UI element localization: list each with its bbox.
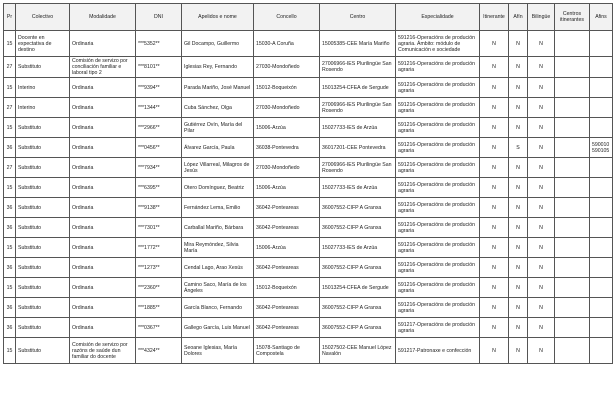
cell-concello: 36042-Ponteareas <box>254 258 320 278</box>
cell-centros-itinerantes <box>555 98 590 118</box>
cell-apelidos: Cuba Sánchez, Olga <box>182 98 254 118</box>
cell-bilingue: N <box>528 298 555 318</box>
header-modalidade: Modalidade <box>70 4 136 31</box>
cell-dni: ***1273** <box>136 258 182 278</box>
cell-pr: 15 <box>4 278 16 298</box>
cell-itinerante: N <box>480 31 509 57</box>
cell-afin: S <box>509 138 528 158</box>
table-row <box>4 298 613 318</box>
header-afins: Afins <box>590 4 613 31</box>
table-header-row <box>4 4 613 31</box>
cell-colectivo: Substituto <box>16 138 70 158</box>
cell-modalidade: Ordinaria <box>70 78 136 98</box>
cell-apelidos: García Blanco, Fernando <box>182 298 254 318</box>
cell-modalidade: Ordinaria <box>70 118 136 138</box>
cell-modalidade: Ordinaria <box>70 158 136 178</box>
cell-afin: N <box>509 338 528 364</box>
cell-centros-itinerantes <box>555 318 590 338</box>
cell-modalidade: Ordinaria <box>70 98 136 118</box>
cell-apelidos: Cendal Lago, Arao Xesús <box>182 258 254 278</box>
cell-pr: 36 <box>4 138 16 158</box>
cell-colectivo: Substituto <box>16 218 70 238</box>
cell-pr: 36 <box>4 318 16 338</box>
table-row <box>4 218 613 238</box>
cell-pr: 15 <box>4 338 16 364</box>
cell-bilingue: N <box>528 198 555 218</box>
cell-afins <box>590 338 613 364</box>
cell-colectivo: Substituto <box>16 158 70 178</box>
cell-modalidade: Ordinaria <box>70 31 136 57</box>
cell-pr: 15 <box>4 238 16 258</box>
header-especialidade: Especialidade <box>396 4 480 31</box>
cell-modalidade: Comisión de servizo por conciliación familiar e laboral tipo 2 <box>70 57 136 78</box>
cell-concello: 27030-Mondoñedo <box>254 98 320 118</box>
cell-dni: ***7934** <box>136 158 182 178</box>
cell-pr: 36 <box>4 258 16 278</box>
cell-centros-itinerantes <box>555 138 590 158</box>
cell-bilingue: N <box>528 258 555 278</box>
cell-concello: 15006-Arzúa <box>254 238 320 258</box>
cell-pr: 27 <box>4 57 16 78</box>
cell-afin: N <box>509 158 528 178</box>
cell-pr: 36 <box>4 298 16 318</box>
cell-dni: ***0367** <box>136 318 182 338</box>
cell-apelidos: Seoane Iglesias, María Dolores <box>182 338 254 364</box>
cell-centro: 36007552-CIFP A Granxa <box>320 218 396 238</box>
cell-apelidos: Camino Saco, María de los Ángeles <box>182 278 254 298</box>
cell-colectivo: Substituto <box>16 258 70 278</box>
cell-modalidade: Ordinaria <box>70 278 136 298</box>
cell-dni: ***1344** <box>136 98 182 118</box>
cell-itinerante: N <box>480 78 509 98</box>
cell-colectivo: Substituto <box>16 57 70 78</box>
cell-apelidos: Otero Domínguez, Beatriz <box>182 178 254 198</box>
cell-pr: 15 <box>4 178 16 198</box>
cell-apelidos: Gallego García, Luis Manuel <box>182 318 254 338</box>
cell-modalidade: Ordinaria <box>70 218 136 238</box>
cell-apelidos: Fernández Lema, Emilio <box>182 198 254 218</box>
cell-centro: 36017201-CEE Pontevedra <box>320 138 396 158</box>
table-row <box>4 57 613 78</box>
header-centro: Centro <box>320 4 396 31</box>
cell-especialidade: 591216-Operacións de produción agraria <box>396 158 480 178</box>
cell-itinerante: N <box>480 298 509 318</box>
header-centros-itinerantes: Centros itinerantes <box>555 4 590 31</box>
cell-itinerante: N <box>480 158 509 178</box>
cell-modalidade: Ordinaria <box>70 198 136 218</box>
cell-concello: 15006-Arzúa <box>254 118 320 138</box>
cell-concello: 27030-Mondoñedo <box>254 57 320 78</box>
cell-dni: ***5352** <box>136 31 182 57</box>
cell-bilingue: N <box>528 338 555 364</box>
cell-afin: N <box>509 78 528 98</box>
cell-concello: 36038-Pontevedra <box>254 138 320 158</box>
cell-afin: N <box>509 218 528 238</box>
cell-afins <box>590 278 613 298</box>
cell-colectivo: Substituto <box>16 338 70 364</box>
cell-centro: 15013254-CFEA de Sergude <box>320 78 396 98</box>
cell-dni: ***2360** <box>136 278 182 298</box>
cell-colectivo: Substituto <box>16 238 70 258</box>
cell-dni: ***2966** <box>136 118 182 138</box>
cell-especialidade: 591216-Operacións de produción agraria <box>396 198 480 218</box>
cell-itinerante: N <box>480 178 509 198</box>
cell-apelidos: Parada Mariño, José Manuel <box>182 78 254 98</box>
cell-especialidade: 591216-Operacións de produción agraria <box>396 78 480 98</box>
cell-afins <box>590 318 613 338</box>
cell-especialidade: 591216-Operacións de produción agraria <box>396 218 480 238</box>
table-row <box>4 318 613 338</box>
cell-centros-itinerantes <box>555 258 590 278</box>
cell-pr: 27 <box>4 158 16 178</box>
cell-modalidade: Ordinaria <box>70 178 136 198</box>
cell-centro: 27006966-IES Plurilingüe San Rosendo <box>320 57 396 78</box>
table-row <box>4 138 613 158</box>
cell-especialidade: 591216-Operacións de produción agraria <box>396 278 480 298</box>
cell-itinerante: N <box>480 198 509 218</box>
cell-pr: 27 <box>4 98 16 118</box>
cell-afins <box>590 258 613 278</box>
cell-afins: 590010 590105 <box>590 138 613 158</box>
table-row <box>4 158 613 178</box>
cell-modalidade: Comisión de servizo por razóns de saúde dun familiar do docente <box>70 338 136 364</box>
cell-bilingue: N <box>528 158 555 178</box>
cell-especialidade: 591216-Operacións de produción agraria <box>396 298 480 318</box>
cell-bilingue: N <box>528 118 555 138</box>
cell-modalidade: Ordinaria <box>70 318 136 338</box>
cell-dni: ***0456** <box>136 138 182 158</box>
header-itinerante: Itinerante <box>480 4 509 31</box>
cell-concello: 36042-Ponteareas <box>254 218 320 238</box>
cell-colectivo: Substituto <box>16 178 70 198</box>
cell-colectivo: Substituto <box>16 298 70 318</box>
cell-afins <box>590 57 613 78</box>
header-colectivo: Colectivo <box>16 4 70 31</box>
cell-afin: N <box>509 57 528 78</box>
cell-apelidos: Carballal Mariño, Bárbara <box>182 218 254 238</box>
cell-bilingue: N <box>528 98 555 118</box>
cell-itinerante: N <box>480 238 509 258</box>
cell-afin: N <box>509 238 528 258</box>
cell-especialidade: 591216-Operacións de produción agraria <box>396 98 480 118</box>
cell-afins <box>590 31 613 57</box>
cell-apelidos: Álvarez García, Paula <box>182 138 254 158</box>
cell-concello: 15012-Boqueixón <box>254 278 320 298</box>
cell-apelidos: Gutiérrez Ovín, María del Pilar <box>182 118 254 138</box>
cell-especialidade: 591217-Patronaxe e confección <box>396 338 480 364</box>
cell-dni: ***1885** <box>136 298 182 318</box>
cell-centro: 15027502-CEE Manuel López Navalón <box>320 338 396 364</box>
cell-afin: N <box>509 298 528 318</box>
table-row <box>4 118 613 138</box>
table-row <box>4 278 613 298</box>
cell-centros-itinerantes <box>555 78 590 98</box>
header-concello: Concello <box>254 4 320 31</box>
cell-modalidade: Ordinaria <box>70 138 136 158</box>
cell-bilingue: N <box>528 31 555 57</box>
cell-colectivo: Substituto <box>16 318 70 338</box>
cell-concello: 15012-Boqueixón <box>254 78 320 98</box>
cell-colectivo: Interino <box>16 78 70 98</box>
cell-especialidade: 591216-Operacións de produción agraria <box>396 238 480 258</box>
cell-itinerante: N <box>480 278 509 298</box>
header-afin: Afín <box>509 4 528 31</box>
cell-itinerante: N <box>480 98 509 118</box>
cell-pr: 15 <box>4 118 16 138</box>
cell-dni: ***9138** <box>136 198 182 218</box>
cell-centros-itinerantes <box>555 238 590 258</box>
header-apelidos: Apelidos e nome <box>182 4 254 31</box>
table-row <box>4 198 613 218</box>
cell-itinerante: N <box>480 138 509 158</box>
cell-centros-itinerantes <box>555 31 590 57</box>
cell-pr: 36 <box>4 218 16 238</box>
cell-especialidade: 591216-Operacións de produción agraria <box>396 258 480 278</box>
cell-centro: 36007552-CIFP A Granxa <box>320 198 396 218</box>
cell-dni: ***8101** <box>136 57 182 78</box>
cell-afins <box>590 178 613 198</box>
cell-centros-itinerantes <box>555 278 590 298</box>
cell-itinerante: N <box>480 318 509 338</box>
cell-centro: 27006966-IES Plurilingüe San Rosendo <box>320 98 396 118</box>
cell-centros-itinerantes <box>555 158 590 178</box>
table-row <box>4 98 613 118</box>
cell-especialidade: 591216-Operacións de produción agraria <box>396 118 480 138</box>
cell-afin: N <box>509 198 528 218</box>
cell-bilingue: N <box>528 178 555 198</box>
cell-pr: 15 <box>4 78 16 98</box>
cell-especialidade: 591217-Operacións de produción agraria <box>396 318 480 338</box>
cell-afins <box>590 238 613 258</box>
table-body <box>4 31 613 364</box>
cell-apelidos: Mira Reymóndez, Silvia María <box>182 238 254 258</box>
cell-bilingue: N <box>528 318 555 338</box>
cell-colectivo: Substituto <box>16 278 70 298</box>
cell-concello: 36042-Ponteareas <box>254 198 320 218</box>
cell-concello: 36042-Ponteareas <box>254 318 320 338</box>
cell-bilingue: N <box>528 78 555 98</box>
cell-modalidade: Ordinaria <box>70 238 136 258</box>
cell-afin: N <box>509 118 528 138</box>
table-row <box>4 78 613 98</box>
cell-afins <box>590 298 613 318</box>
cell-apelidos: López Villarreal, Milagros de Jesús <box>182 158 254 178</box>
cell-dni: ***6395** <box>136 178 182 198</box>
header-bilingue: Bilingüe <box>528 4 555 31</box>
cell-afin: N <box>509 278 528 298</box>
cell-afins <box>590 158 613 178</box>
cell-itinerante: N <box>480 118 509 138</box>
cell-afin: N <box>509 31 528 57</box>
cell-afins <box>590 98 613 118</box>
cell-afin: N <box>509 318 528 338</box>
table-row <box>4 338 613 364</box>
cell-bilingue: N <box>528 218 555 238</box>
table-row <box>4 31 613 57</box>
cell-centros-itinerantes <box>555 218 590 238</box>
cell-afin: N <box>509 178 528 198</box>
cell-concello: 15030-A Coruña <box>254 31 320 57</box>
table-row <box>4 178 613 198</box>
cell-concello: 36042-Ponteareas <box>254 298 320 318</box>
cell-modalidade: Ordinaria <box>70 258 136 278</box>
cell-bilingue: N <box>528 278 555 298</box>
cell-modalidade: Ordinaria <box>70 298 136 318</box>
table-row <box>4 258 613 278</box>
cell-centros-itinerantes <box>555 118 590 138</box>
cell-concello: 15006-Arzúa <box>254 178 320 198</box>
cell-itinerante: N <box>480 218 509 238</box>
document-page <box>3 3 612 364</box>
cell-centro: 36007552-CIFP A Granxa <box>320 298 396 318</box>
cell-especialidade: 591216-Operacións de produción agraria <box>396 57 480 78</box>
cell-especialidade: 591216-Operacións de produción agraria. Ámbito: módulo de Comunicación e sociedade <box>396 31 480 57</box>
cell-dni: ***1772** <box>136 238 182 258</box>
cell-especialidade: 591216-Operacións de produción agraria <box>396 138 480 158</box>
cell-centro: 15013254-CFEA de Sergude <box>320 278 396 298</box>
cell-bilingue: N <box>528 57 555 78</box>
cell-afins <box>590 198 613 218</box>
cell-centros-itinerantes <box>555 298 590 318</box>
cell-dni: ***4324** <box>136 338 182 364</box>
cell-dni: ***9394** <box>136 78 182 98</box>
cell-afins <box>590 218 613 238</box>
assignments-table <box>3 3 613 364</box>
cell-centros-itinerantes <box>555 198 590 218</box>
cell-apelidos: Gil Docampo, Guillermo <box>182 31 254 57</box>
cell-colectivo: Interino <box>16 98 70 118</box>
header-dni: DNI <box>136 4 182 31</box>
cell-centro: 36007552-CIFP A Granxa <box>320 258 396 278</box>
cell-afin: N <box>509 98 528 118</box>
cell-concello: 27030-Mondoñedo <box>254 158 320 178</box>
cell-centro: 15027733-IES de Arzúa <box>320 238 396 258</box>
cell-bilingue: N <box>528 238 555 258</box>
cell-pr: 36 <box>4 198 16 218</box>
cell-afins <box>590 78 613 98</box>
cell-itinerante: N <box>480 338 509 364</box>
cell-itinerante: N <box>480 258 509 278</box>
cell-centro: 15027733-IES de Arzúa <box>320 118 396 138</box>
cell-apelidos: Iglesias Rey, Fernando <box>182 57 254 78</box>
cell-afins <box>590 118 613 138</box>
cell-concello: 15078-Santiago de Compostela <box>254 338 320 364</box>
cell-centros-itinerantes <box>555 57 590 78</box>
cell-afin: N <box>509 258 528 278</box>
cell-colectivo: Substituto <box>16 198 70 218</box>
cell-centros-itinerantes <box>555 338 590 364</box>
cell-centro: 27006966-IES Plurilingüe San Rosendo <box>320 158 396 178</box>
cell-pr: 15 <box>4 31 16 57</box>
cell-especialidade: 591216-Operacións de produción agraria <box>396 178 480 198</box>
table-row <box>4 238 613 258</box>
cell-centro: 15027733-IES de Arzúa <box>320 178 396 198</box>
cell-dni: ***7301** <box>136 218 182 238</box>
cell-bilingue: N <box>528 138 555 158</box>
cell-centros-itinerantes <box>555 178 590 198</box>
cell-colectivo: Docente en expectativa de destino <box>16 31 70 57</box>
cell-colectivo: Substituto <box>16 118 70 138</box>
cell-centro: 15005385-CEE María Mariño <box>320 31 396 57</box>
cell-centro: 36007552-CIFP A Granxa <box>320 318 396 338</box>
header-pr: Pr <box>4 4 16 31</box>
cell-itinerante: N <box>480 57 509 78</box>
